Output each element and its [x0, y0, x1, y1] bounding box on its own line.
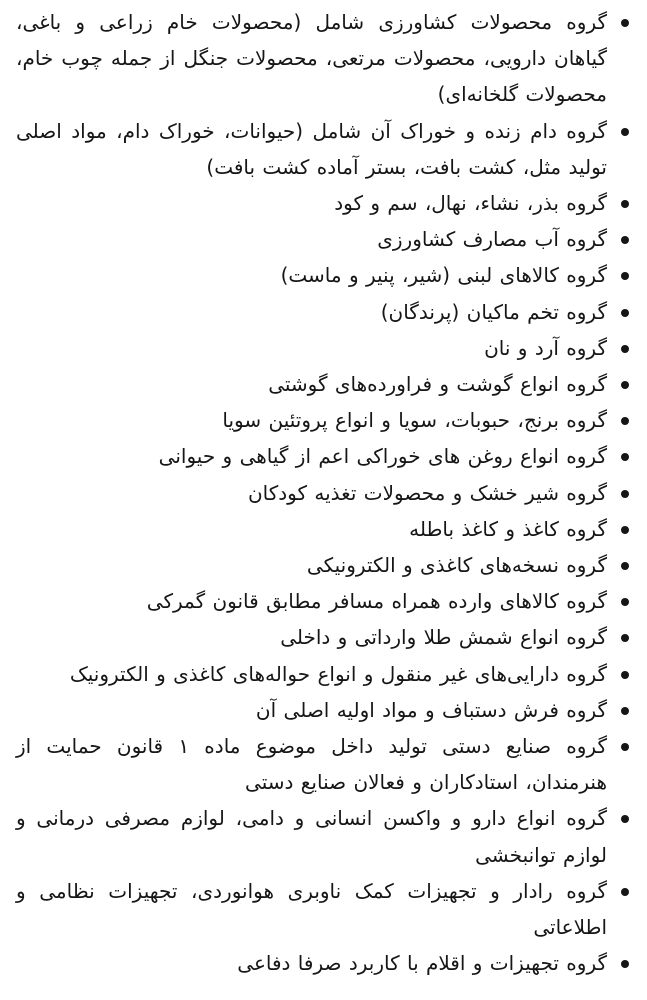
bullet-dot-icon — [621, 490, 629, 498]
bullet-dot-icon — [621, 888, 629, 896]
bullet-dot-icon — [621, 453, 629, 461]
list-item-text: گروه نسخه‌های کاغذی و الکترونیکی — [306, 553, 607, 578]
list-item-text: گروه دارایی‌های غیر منقول و انواع حواله‌های کاغذی و الکترونیک — [69, 661, 607, 686]
list-item — [16, 438, 633, 474]
list-item-text: گروه برنج، حبوبات، سویا و انواع پروتئین سویا — [222, 408, 607, 433]
bullet-dot-icon — [621, 309, 629, 317]
bullet-dot-icon — [621, 743, 629, 751]
list-item-text: گروه محصولات کشاورزی شامل (محصولات خام زراعی و باغی، گیاهان دارویی، محصولات مرتعی، محصولات جنگل از جمله چوب خام، محصولات گلخانه‌ای) — [16, 10, 607, 107]
bullet-dot-icon — [621, 598, 629, 606]
list-item-text: گروه صنایع دستی تولید داخل موضوع ماده ۱ قانون حمایت از هنرمندان، استادکاران و فعالان صنایع دستی — [16, 734, 607, 795]
list-item — [16, 800, 633, 872]
list-item — [16, 547, 633, 583]
list-item-text: گروه تخم ماکیان (پرندگان) — [380, 299, 607, 324]
list-item — [16, 185, 633, 221]
bullet-dot-icon — [621, 19, 629, 27]
bullet-dot-icon — [621, 345, 629, 353]
list-item — [16, 4, 633, 113]
list-item-text: گروه آرد و نان — [484, 335, 607, 360]
list-item-text: گروه انواع دارو و واکسن انسانی و دامی، لوازم مصرفی درمانی و لوازم توانبخشی — [16, 806, 607, 867]
list-item — [16, 583, 633, 619]
bullet-dot-icon — [621, 381, 629, 389]
list-item — [16, 945, 633, 981]
list-item — [16, 330, 633, 366]
list-item — [16, 221, 633, 257]
bullet-dot-icon — [621, 707, 629, 715]
bullet-dot-icon — [621, 417, 629, 425]
bullet-dot-icon — [621, 671, 629, 679]
bullet-dot-icon — [621, 200, 629, 208]
list-item — [16, 113, 633, 185]
bullet-dot-icon — [621, 562, 629, 570]
list-item-text: گروه دام زنده و خوراک آن شامل (حیوانات، خوراک دام، مواد اصلی تولید مثل، کشت بافت، بستر آماده کشت بافت) — [16, 118, 607, 179]
list-item-text: گروه آب مصارف کشاورزی — [377, 227, 607, 252]
bullet-dot-icon — [621, 960, 629, 968]
list-item-text: گروه تجهیزات و اقلام با کاربرد صرفا دفاعی — [237, 951, 607, 976]
list-item-text: گروه فرش دستباف و مواد اولیه اصلی آن — [255, 697, 607, 722]
list-item — [16, 475, 633, 511]
exempt-goods-list — [16, 4, 633, 981]
list-item — [16, 619, 633, 655]
list-item — [16, 692, 633, 728]
list-item — [16, 366, 633, 402]
list-item — [16, 402, 633, 438]
list-item-text: گروه انواع گوشت و فراورده‌های گوشتی — [268, 372, 607, 397]
list-item — [16, 873, 633, 945]
bullet-dot-icon — [621, 815, 629, 823]
list-item-text: گروه کاغذ و کاغذ باطله — [409, 516, 607, 541]
list-item-text: گروه شیر خشک و محصولات تغذیه کودکان — [247, 480, 607, 505]
list-item-text: گروه کالاهای وارده همراه مسافر مطابق قانون گمرکی — [146, 589, 607, 614]
list-item — [16, 656, 633, 692]
bullet-dot-icon — [621, 236, 629, 244]
bullet-dot-icon — [621, 526, 629, 534]
bullet-dot-icon — [621, 272, 629, 280]
list-item — [16, 511, 633, 547]
list-item — [16, 728, 633, 800]
bullet-dot-icon — [621, 634, 629, 642]
bullet-dot-icon — [621, 128, 629, 136]
list-item-text: گروه کالاهای لبنی (شیر، پنیر و ماست) — [280, 263, 607, 288]
list-item-text: گروه رادار و تجهیزات کمک ناوبری هوانوردی، تجهیزات نظامی و اطلاعاتی — [16, 878, 607, 940]
list-item-text: گروه بذر، نشاء، نهال، سم و کود — [334, 191, 607, 216]
list-item — [16, 294, 633, 330]
list-item-text: گروه انواع روغن های خوراکی اعم از گیاهی و حیوانی — [158, 444, 607, 469]
list-item — [16, 257, 633, 293]
list-item-text: گروه انواع شمش طلا وارداتی و داخلی — [280, 625, 607, 650]
